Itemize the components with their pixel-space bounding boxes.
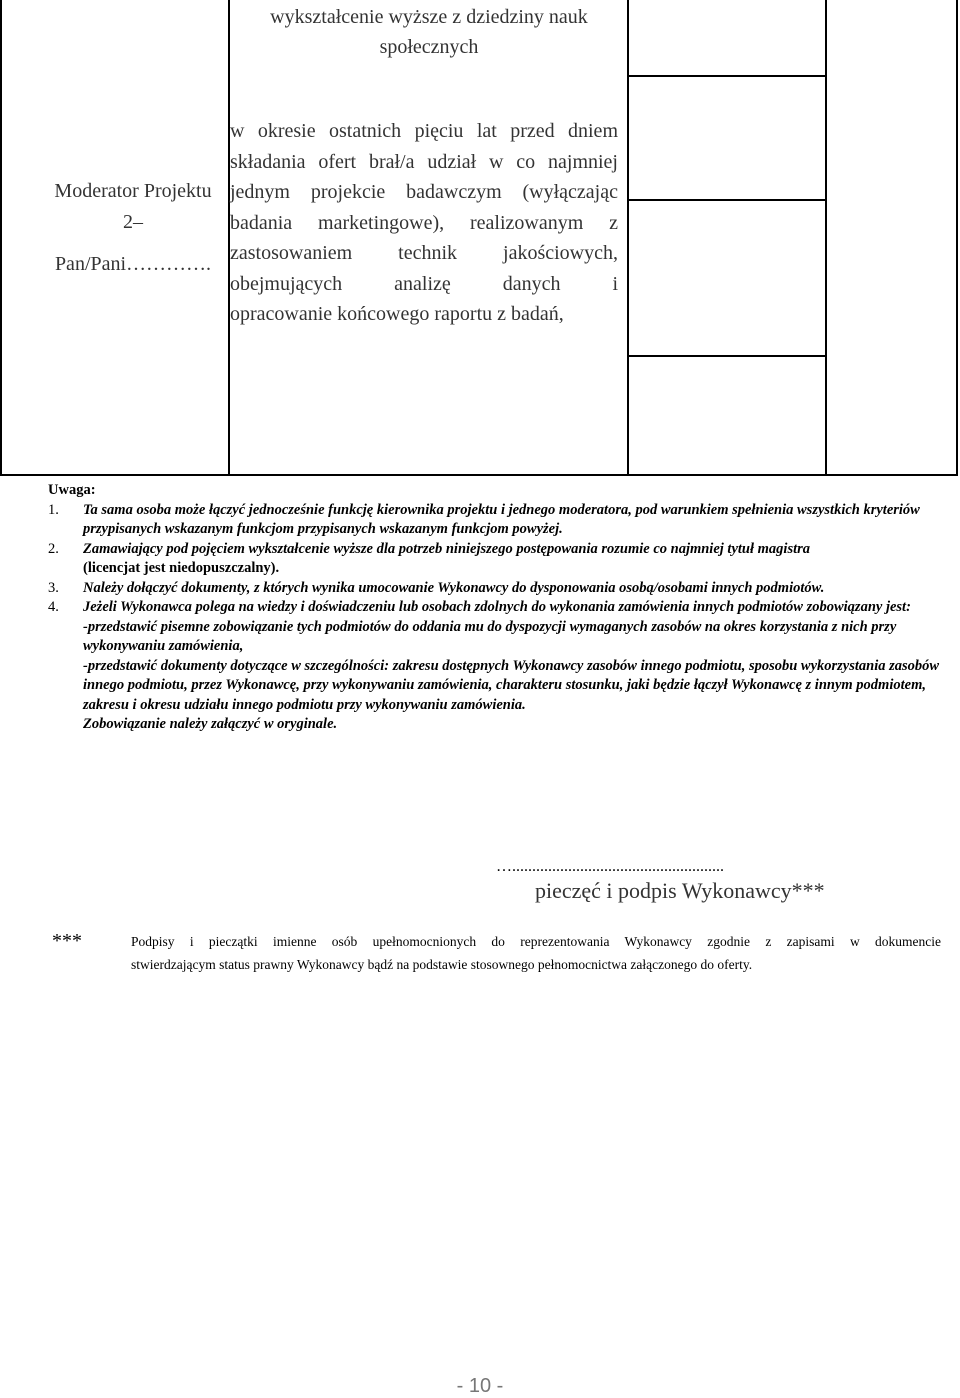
note-number: 2.: [48, 540, 59, 557]
table-divider-3: [825, 0, 827, 476]
table-row-line-3: [627, 355, 827, 357]
notes-heading: Uwaga:: [48, 482, 96, 498]
note-text: Ta sama osoba może łączyć jednocześnie funkcję kierownika projektu i jednego moderatora, pod warunkiem spełnienia wszystkich kryteriów przypisanych wskazanym funkcjom przypisanych wskazanym funkcjom powyżej.: [83, 501, 920, 537]
note-number: 4.: [48, 599, 59, 615]
note-subline: -przedstawić pisemne zobowiązanie tych podmiotów do oddania mu do dyspozycji wymaganych zasobów na okres korzystania z nich przy wykonywaniu zamówienia,: [83, 618, 897, 654]
note-text: Zamawiający pod pojęciem wykształcenie wyższe dla potrzeb niniejszego postępowania rozumie co najmniej tytuł magistra: [83, 540, 811, 557]
criteria-line: jednym projekcie badawczym (wyłączając: [230, 181, 618, 203]
note-number: 3.: [48, 579, 59, 596]
criteria-line: składania ofert brał/a udział w co najmniej: [230, 150, 618, 173]
role-line: Moderator Projektu: [54, 180, 212, 202]
role-cell: [38, 176, 228, 280]
criteria-table: [0, 0, 960, 476]
note-subline: Zobowiązanie należy załączyć w oryginale.: [83, 716, 338, 732]
notes-list: [48, 501, 948, 735]
criteria-line: badania marketingowe), realizowanym z: [230, 211, 618, 234]
signature-line: ….....................................................: [496, 858, 724, 875]
note-number: 1.: [48, 501, 59, 518]
note-item: [48, 540, 948, 579]
role-name-line: Pan/Pani………….: [54, 253, 212, 275]
notes-section: [48, 481, 948, 735]
footnote-text: [131, 930, 941, 976]
footnote-marker: ***: [52, 930, 82, 952]
footnote-line: stwierdzającym status prawny Wykonawcy bądź na podstawie stosownego pełnomocnictwa załączonego do oferty.: [131, 957, 753, 972]
note-item: [48, 501, 948, 540]
table-divider-2: [627, 0, 629, 476]
footnote-line: Podpisy i pieczątki imienne osób upełnomocnionych do reprezentowania Wykonawcy zgodnie z zapisami w dokumencie: [131, 934, 941, 949]
table-border-right: [956, 0, 958, 476]
experience-requirement-cell: [230, 116, 618, 330]
note-text-plain: (licencjat jest niedopuszczalny).: [83, 560, 280, 576]
note-item: [48, 579, 948, 599]
note-subline: -przedstawić dokumenty dotyczące w szczególności: zakresu dostępnych Wykonawcy zasobów innego podmiotu, sposobu wykorzystania zasobów innego podmiotu, przez Wykonawcę, przy wykonywaniu zamówienia, charakteru stosunku, jaki będzie łączył Wykonawcę z innym podmiotem, zakresu i okresu udziału innego podmiotu przy wykonywaniu zamówienia.: [83, 657, 940, 713]
note-text: Należy dołączyć dokumenty, z których wynika umocowanie Wykonawcy do dysponowania osobą/osobami innych podmiotów.: [83, 579, 825, 596]
note-item: [48, 598, 948, 735]
page-number: - 10 -: [456, 1375, 504, 1397]
education-requirement-cell: wykształcenie wyższe z dziedziny nauk społecznych: [270, 6, 588, 58]
note-text: Jeżeli Wykonawca polega na wiedzy i doświadczeniu lub osobach zdolnych do wykonania zamówienia innych podmiotów zobowiązany jest:: [83, 599, 911, 615]
signature-label: pieczęć i podpis Wykonawcy***: [535, 878, 825, 903]
criteria-line: opracowanie końcowego raportu z badań,: [230, 303, 564, 325]
table-border-bottom: [0, 474, 958, 476]
role-line: 2–: [123, 210, 143, 233]
criteria-line: obejmujących analizę danych i: [230, 272, 618, 295]
role-line: [38, 237, 228, 249]
criteria-line: zastosowaniem technik jakościowych,: [230, 242, 618, 264]
table-row-line-2: [627, 199, 827, 201]
criteria-line: w okresie ostatnich pięciu lat przed dniem: [230, 120, 618, 142]
table-row-line-1: [627, 75, 827, 77]
table-border-left: [0, 0, 2, 476]
